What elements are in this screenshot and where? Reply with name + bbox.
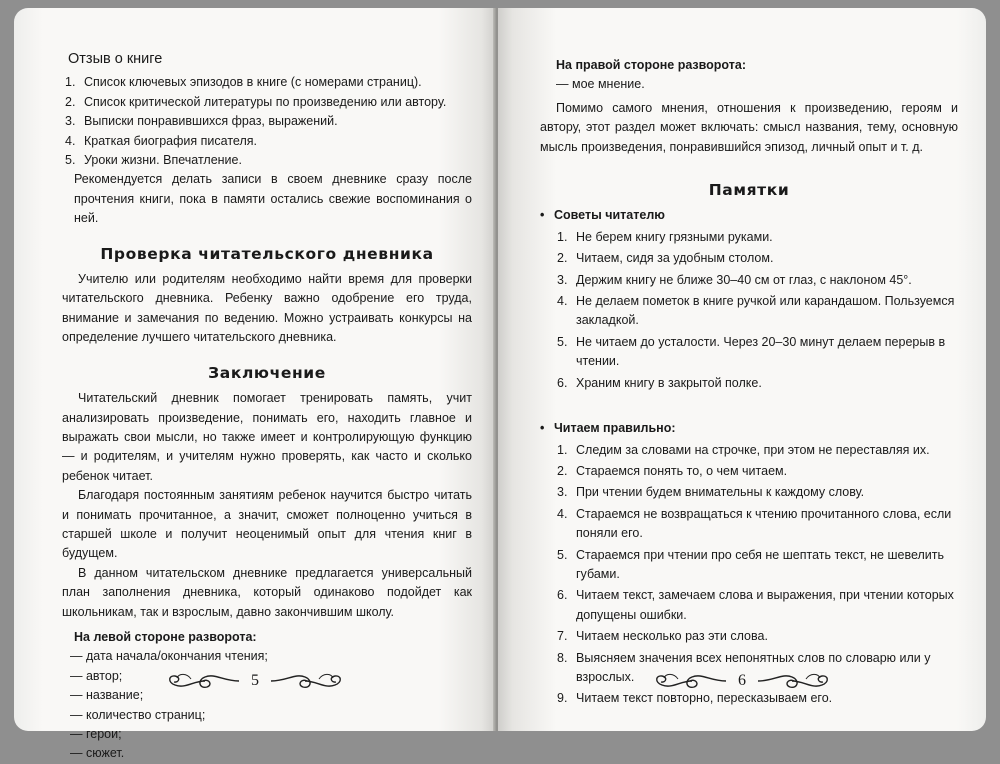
page-number: 6 — [738, 672, 746, 689]
conclusion-paragraph-3: В данном читательском дневнике предлагается универсальный план заполнения дневника, который одинаково подойдет как школьникам, так и взрослым, давно закончившим школу. — [62, 565, 472, 619]
right-side-heading: На правой стороне разворота: — [556, 58, 746, 72]
check-text: Учителю или родителям необходимо найти время для проверки читательского дневника. Ребенку важно одобрение его труда, внимание и замечания по ведению. Можно устраивать конкурсы на определение лучшего читательского дневника. — [62, 272, 472, 345]
left-page-content — [62, 50, 472, 764]
item-number: 4. — [557, 506, 568, 521]
flourish-ornament-icon — [163, 669, 241, 693]
item-text: Стараемся при чтении про себя не шептать текст, не шевелить губами. — [576, 547, 944, 581]
item-number: 2. — [557, 463, 568, 478]
item-text: Стараемся понять то, о чем читаем. — [576, 463, 788, 478]
list-item — [554, 505, 958, 544]
item-text: Уроки жизни. Впечатление. — [84, 153, 242, 168]
list-item — [554, 374, 958, 393]
list-item — [554, 546, 958, 585]
list-item: — автор; — [70, 668, 123, 683]
list-item — [62, 73, 472, 92]
item-text: Список ключевых эпизодов в книге (с номерами страниц). — [84, 75, 422, 90]
right-page-footer — [498, 669, 986, 693]
list-item — [62, 132, 472, 151]
item-number: 8. — [557, 650, 568, 665]
list-item: — количество страниц; — [70, 707, 206, 722]
list-item: — герои; — [70, 727, 122, 741]
right-side-text: Помимо самого мнения, отношения к произведению, героям и автору, этот раздел может включать: смысл названия, тему, основную мысль произведения, понравившийся эпизод, личный опыт и т. д. — [540, 100, 958, 154]
item-number: 5. — [557, 547, 568, 562]
list-item — [554, 228, 958, 247]
item-text: Читаем текст повторно, пересказываем его. — [576, 691, 833, 706]
tips-list — [540, 228, 958, 393]
tips-heading: • Советы читателю — [540, 206, 958, 225]
item-text: Держим книгу не ближе 30–40 см от глаз, с наклоном 45°. — [576, 272, 912, 287]
item-text: Не берем книгу грязными руками. — [576, 229, 773, 244]
review-title: Отзыв о книге — [68, 51, 163, 67]
item-text: Стараемся не возвращаться к чтению прочитанного слова, если поняли его. — [576, 506, 952, 541]
left-side-heading: На левой стороне разворота: — [74, 629, 257, 644]
item-text: Следим за словами на строчке, при этом не переставляя их. — [576, 442, 930, 457]
item-number: 5. — [557, 334, 568, 349]
item-text: Выписки понравившихся фраз, выражений. — [84, 114, 338, 129]
item-number: 1. — [557, 229, 568, 244]
list-item — [62, 112, 472, 131]
list-item — [554, 627, 958, 646]
item-number: 4. — [557, 294, 568, 309]
list-item — [554, 586, 958, 625]
item-text: Читаем, сидя за удобным столом. — [576, 251, 774, 266]
right-page — [498, 8, 986, 731]
right-page-content — [540, 56, 958, 709]
left-page — [14, 8, 496, 761]
list-item — [554, 462, 958, 481]
list-item — [554, 292, 958, 331]
list-item — [554, 249, 958, 268]
item-text: Не делаем пометок в книге ручкой или карандашом. Пользуемся закладкой. — [576, 294, 955, 328]
flourish-ornament-icon — [756, 669, 834, 693]
left-page-footer — [14, 669, 496, 693]
left-side-list — [62, 647, 472, 763]
read-heading: • Читаем правильно: — [540, 419, 958, 438]
item-number: 3. — [557, 272, 568, 287]
conclusion-paragraph-2: Благодаря постоянным занятиям ребенок научится быстро читать и понимать прочитанное, а значит, сможет полноценно учиться в старшей школе и получит неоценимый опыт для чтения книг в будущем. — [62, 488, 472, 561]
item-number: 3. — [65, 114, 76, 129]
list-item — [62, 93, 472, 112]
list-item: — сюжет. — [70, 746, 125, 761]
item-number: 6. — [557, 375, 568, 390]
item-number: 3. — [557, 485, 568, 500]
item-text: Краткая биография писателя. — [84, 133, 257, 148]
item-text: Не читаем до усталости. Через 20–30 минут делаем перерыв в чтении. — [576, 334, 946, 369]
item-text: Читаем несколько раз эти слова. — [576, 629, 768, 644]
item-number: 4. — [65, 133, 76, 148]
item-number: 9. — [557, 691, 568, 706]
list-item: — дата начала/окончания чтения; — [70, 649, 268, 664]
item-number: 6. — [557, 588, 568, 603]
check-heading: Проверка читательского дневника — [100, 244, 434, 263]
right-side-item: — мое мнение. — [556, 77, 645, 92]
item-text: Храним книгу в закрытой полке. — [576, 375, 762, 390]
item-text: Выясняем значения всех непонятных слов по словарю или у взрослых. — [576, 650, 931, 684]
memo-heading: Памятки — [708, 181, 790, 200]
list-item: — название; — [70, 688, 144, 703]
item-number: 5. — [65, 153, 76, 168]
item-number: 1. — [65, 75, 76, 90]
list-item — [554, 271, 958, 290]
list-item — [554, 333, 958, 372]
list-item — [62, 151, 472, 170]
conclusion-heading: Заключение — [208, 363, 326, 382]
list-item — [554, 483, 958, 502]
flourish-ornament-icon — [650, 669, 728, 693]
item-number: 2. — [557, 251, 568, 266]
item-number: 2. — [65, 94, 76, 109]
item-text: Читаем текст, замечаем слова и выражения, при чтении которых допущены ошибки. — [576, 588, 954, 622]
review-list — [62, 73, 472, 170]
item-number: 7. — [557, 629, 568, 644]
review-note: Рекомендуется делать записи в своем дневнике сразу после прочтения книги, пока в памяти остались свежие воспоминания о ней. — [74, 172, 472, 226]
item-text: Список критической литературы по произведению или автору. — [84, 94, 447, 109]
page-number: 5 — [251, 672, 259, 689]
item-number: 1. — [557, 442, 568, 457]
conclusion-paragraph-1: Читательский дневник помогает тренировать память, учит анализировать произведение, понимать его, находить главное и выражать свои мысли, но также имеет и контролирующую функцию — и родителям, и учителям нужно проверять, как часто и сколько ребенок читает. — [62, 391, 472, 483]
item-text: При чтении будем внимательны к каждому слову. — [576, 485, 865, 500]
list-item — [554, 441, 958, 460]
flourish-ornament-icon — [269, 669, 347, 693]
